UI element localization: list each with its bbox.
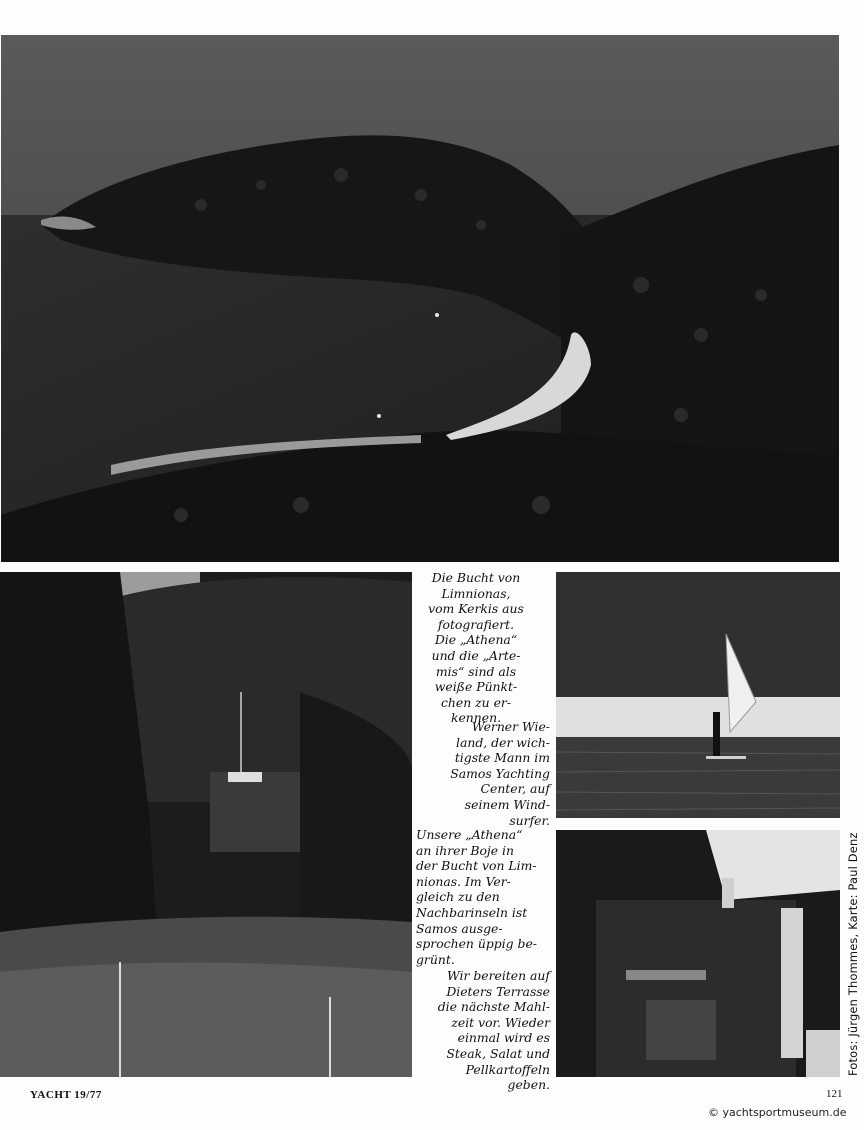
caption-line: Limnionas,	[441, 585, 511, 601]
caption-line: der Bucht von Lim-	[416, 858, 537, 874]
caption-line: kennen.	[450, 710, 502, 726]
caption-line: Steak, Salat und	[446, 1045, 550, 1061]
caption-line: weiße Pünkt-	[434, 679, 518, 695]
caption-line: die nächste Mahl-	[437, 999, 550, 1015]
page-number: 121	[826, 1088, 843, 1100]
athena-at-buoy-photo	[0, 572, 412, 1077]
bay-photo	[1, 35, 839, 562]
caption-line: zeit vor. Wieder	[451, 1014, 550, 1030]
windsurfer-photo	[556, 572, 840, 818]
caption-line: grünt.	[416, 951, 455, 967]
caption-line: geben.	[507, 1077, 550, 1093]
caption-line: Wir bereiten auf	[446, 968, 550, 983]
caption-line: Pellkartoffeln	[465, 1061, 550, 1077]
terrace-photo	[556, 830, 840, 1077]
bay-caption	[420, 570, 532, 726]
windsurfer-caption	[414, 719, 550, 828]
athena-caption	[416, 827, 552, 967]
caption-line: Die Bucht von	[431, 570, 521, 585]
caption-line: vom Kerkis aus	[428, 601, 524, 617]
caption-line: Nachbarinseln ist	[416, 904, 528, 920]
watermark: © yachtsportmuseum.de	[708, 1106, 847, 1119]
caption-line: gleich zu den	[416, 889, 500, 905]
caption-line: Werner Wie-	[471, 719, 550, 734]
caption-line: seinem Wind-	[464, 796, 550, 812]
caption-line: Die „Athena“	[434, 632, 518, 648]
magazine-issue: YACHT 19/77	[30, 1089, 102, 1101]
terrace-caption	[414, 968, 550, 1093]
caption-line: Center, auf	[480, 781, 550, 797]
caption-line: tigste Mann im	[454, 750, 550, 766]
caption-line: sprochen üppig be-	[416, 936, 537, 952]
caption-line: mis“ sind als	[435, 663, 517, 679]
photo-credit: Fotos: Jürgen Thommes, Karte: Paul Denz	[846, 832, 860, 1076]
caption-line: und die „Arte-	[431, 647, 521, 663]
caption-line: Dieters Terrasse	[446, 983, 550, 999]
caption-line: chen zu er-	[440, 694, 512, 710]
caption-line: fotografiert.	[437, 616, 515, 632]
caption-line: surfer.	[509, 812, 550, 828]
caption-line: einmal wird es	[457, 1030, 550, 1046]
caption-line: Samos Yachting	[450, 765, 550, 781]
caption-line: an ihrer Boje in	[416, 842, 514, 858]
caption-line: nionas. Im Ver-	[416, 873, 511, 889]
caption-line: land, der wich-	[456, 734, 550, 750]
caption-line: Unsere „Athena“	[416, 827, 523, 842]
caption-line: Samos ausge-	[416, 920, 503, 936]
